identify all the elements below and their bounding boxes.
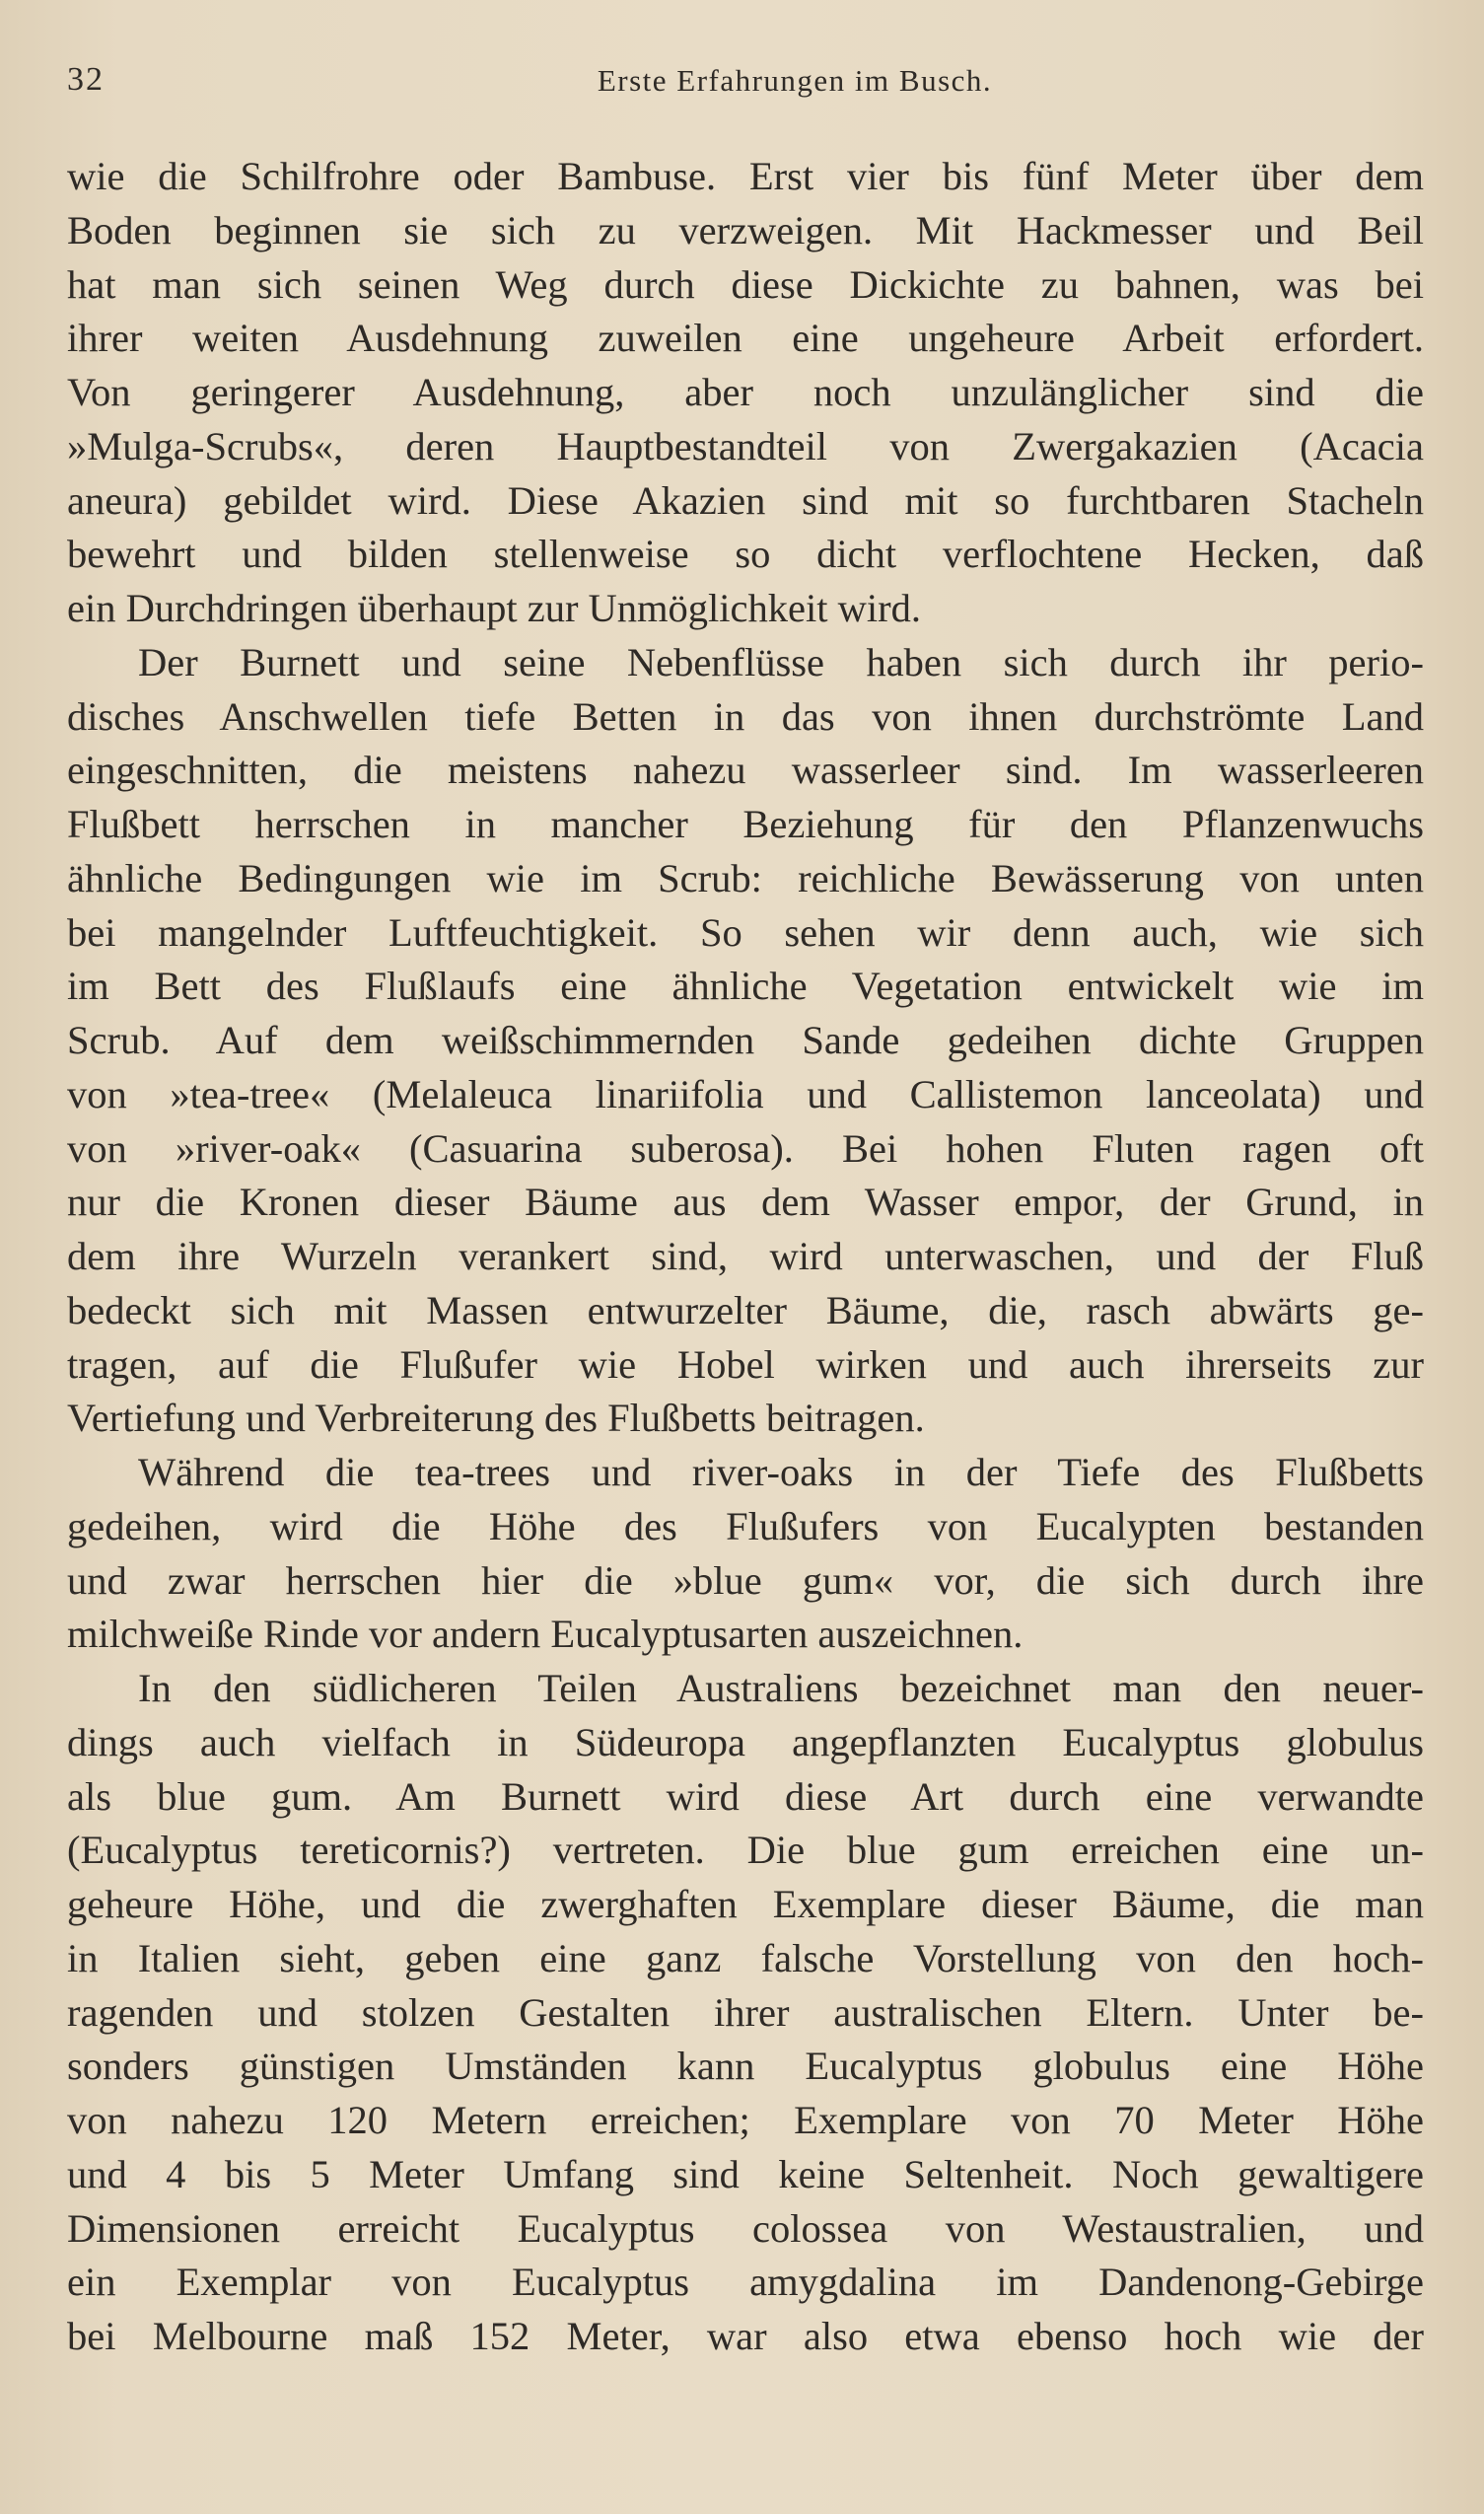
text-line: von nahezu 120 Metern erreichen; Exemplare von 70 Meter Höhe: [67, 2098, 1424, 2142]
text-line: ein Durchdringen überhaupt zur Unmöglichkeit wird.: [67, 586, 922, 630]
text-line: Der Burnett und seine Nebenflüsse haben sich durch ihr perio-: [138, 639, 1424, 684]
running-head: Erste Erfahrungen im Busch.: [597, 63, 993, 98]
text-line: Dimensionen erreicht Eucalyptus colossea von Westaustralien, und: [67, 2205, 1424, 2251]
text-line: dem ihre Wurzeln verankert sind, wird unterwaschen, und der Fluß: [67, 1234, 1424, 1278]
text-line: als blue gum. Am Burnett wird diese Art durch eine verwandte: [67, 1773, 1424, 1819]
text-line: Von geringerer Ausdehnung, aber noch unzulänglicher sind die: [67, 370, 1424, 414]
text-line: und zwar herrschen hier die »blue gum« vor, die sich durch ihre: [67, 1557, 1424, 1603]
text-line: ragenden und stolzen Gestalten ihrer australischen Eltern. Unter be-: [67, 1989, 1424, 2035]
body-text: [67, 150, 1424, 2364]
text-line: bewehrt und bilden stellenweise so dicht verflochtene Hecken, daß: [67, 532, 1424, 577]
text-line: dings auch vielfach in Südeuropa angepflanzten Eucalyptus globulus: [67, 1719, 1424, 1764]
text-line: von »tea-tree« (Melaleuca linariifolia und Callistemon lanceolata) und: [67, 1071, 1424, 1116]
text-line: sonders günstigen Umständen kann Eucalyptus globulus eine Höhe: [67, 2044, 1424, 2089]
text-line: In den südlicheren Teilen Australiens bezeichnet man den neuer-: [138, 1666, 1424, 1710]
text-line: Während die tea-trees und river-oaks in der Tiefe des Flußbetts: [138, 1450, 1424, 1494]
text-line: im Bett des Flußlaufs eine ähnliche Vegetation entwickelt wie im: [67, 964, 1424, 1009]
page-header: [67, 61, 1424, 110]
text-line: gedeihen, wird die Höhe des Flußufers von Eucalypten bestanden: [67, 1503, 1424, 1548]
text-line: Vertiefung und Verbreiterung des Flußbetts beitragen.: [67, 1396, 925, 1441]
text-line: in Italien sieht, geben eine ganz falsche Vorstellung von den hoch-: [67, 1935, 1424, 1980]
text-line: ihrer weiten Ausdehnung zuweilen eine ungeheure Arbeit erfordert.: [67, 316, 1424, 361]
page-number: 32: [67, 61, 105, 98]
text-line: bei mangelnder Luftfeuchtigkeit. So sehen wir denn auch, wie sich: [67, 909, 1424, 955]
text-line: eingeschnitten, die meistens nahezu wasserleer sind. Im wasserleeren: [67, 748, 1424, 793]
text-line: (Eucalyptus tereticornis?) vertreten. Die blue gum erreichen eine un-: [67, 1828, 1424, 1873]
text-line: tragen, auf die Flußufer wie Hobel wirken und auch ihrerseits zur: [67, 1341, 1424, 1387]
text-line: nur die Kronen dieser Bäume aus dem Wasser empor, der Grund, in: [67, 1180, 1424, 1225]
text-line: disches Anschwellen tiefe Betten in das von ihnen durchströmte Land: [67, 693, 1424, 739]
text-line: wie die Schilfrohre oder Bambuse. Erst vier bis fünf Meter über dem: [67, 154, 1424, 198]
text-line: bedeckt sich mit Massen entwurzelter Bäume, die, rasch abwärts ge-: [67, 1287, 1424, 1332]
text-line: milchweiße Rinde vor andern Eucalyptusarten auszeichnen.: [67, 1612, 1024, 1657]
text-line: aneura) gebildet wird. Diese Akazien sind mit so furchtbaren Stacheln: [67, 477, 1424, 523]
text-line: bei Melbourne maß 152 Meter, war also etwa ebenso hoch wie der: [67, 2314, 1424, 2358]
text-line: ein Exemplar von Eucalyptus amygdalina im Dandenong-Gebirge: [67, 2260, 1424, 2305]
text-line: von »river-oak« (Casuarina suberosa). Bei hohen Fluten ragen oft: [67, 1125, 1424, 1171]
text-line: ähnliche Bedingungen wie im Scrub: reichliche Bewässerung von unten: [67, 855, 1424, 900]
text-line: hat man sich seinen Weg durch diese Dickichte zu bahnen, was bei: [67, 261, 1424, 307]
text-line: »Mulga-Scrubs«, deren Hauptbestandteil von Zwergakazien (Acacia: [67, 423, 1424, 468]
text-line: Flußbett herrschen in mancher Beziehung für den Pflanzenwuchs: [67, 802, 1424, 846]
text-line: Scrub. Auf dem weißschimmernden Sande gedeihen dichte Gruppen: [67, 1018, 1424, 1062]
text-line: geheure Höhe, und die zwerghaften Exemplare dieser Bäume, die man: [67, 1882, 1424, 1926]
text-line: und 4 bis 5 Meter Umfang sind keine Seltenheit. Noch gewaltigere: [67, 2151, 1424, 2196]
text-line: Boden beginnen sie sich zu verzweigen. Mit Hackmesser und Beil: [67, 207, 1424, 252]
